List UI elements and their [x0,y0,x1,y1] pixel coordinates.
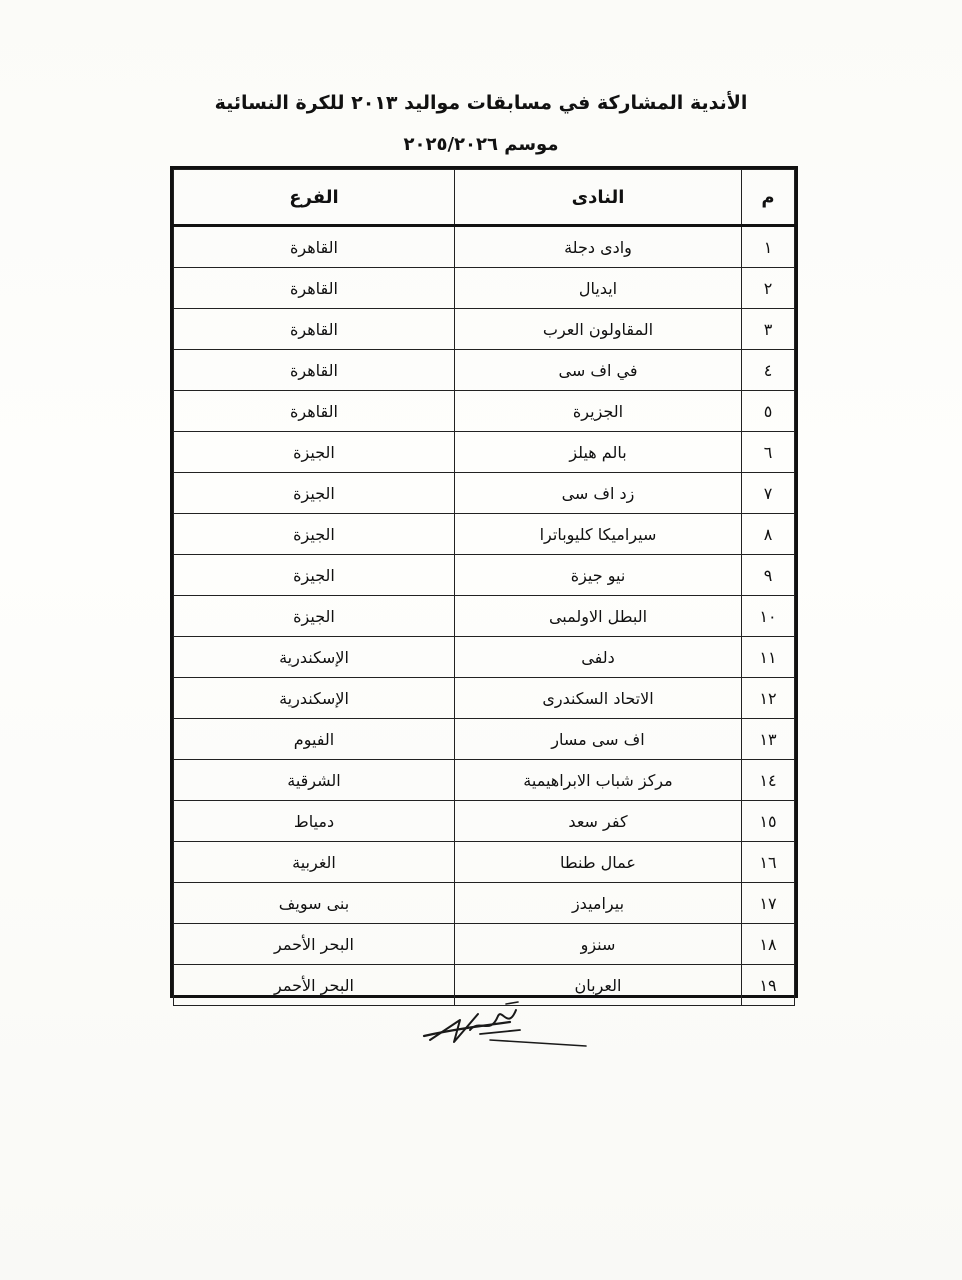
cell-club: كفر سعد [455,801,742,842]
cell-number: ١٧ [742,883,795,924]
cell-number: ٥ [742,391,795,432]
cell-club: بالم هيلز [455,432,742,473]
table-row [174,678,795,719]
cell-number: ١٢ [742,678,795,719]
cell-number: ٦ [742,432,795,473]
table-row [174,309,795,350]
cell-number: ١٦ [742,842,795,883]
table-row [174,760,795,801]
cell-number: ١٩ [742,965,795,1006]
signature-mark [420,1000,590,1060]
table-row [174,719,795,760]
cell-branch: القاهرة [174,309,455,350]
cell-number: ٢ [742,268,795,309]
cell-number: ٩ [742,555,795,596]
cell-club: سيراميكا كليوباترا [455,514,742,555]
cell-number: ١ [742,226,795,268]
table-row [174,473,795,514]
cell-number: ١٣ [742,719,795,760]
cell-club: عمال طنطا [455,842,742,883]
cell-branch: القاهرة [174,391,455,432]
cell-number: ٤ [742,350,795,391]
cell-branch: الغربية [174,842,455,883]
cell-branch: البحر الأحمر [174,924,455,965]
cell-branch: الجيزة [174,596,455,637]
clubs-table [173,169,795,1006]
cell-club: البطل الاولمبى [455,596,742,637]
cell-branch: القاهرة [174,226,455,268]
cell-branch: القاهرة [174,268,455,309]
cell-club: الاتحاد السكندرى [455,678,742,719]
table-row [174,391,795,432]
document-title: الأندية المشاركة في مسابقات مواليد ٢٠١٣ للكرة النسائية [214,92,748,114]
cell-club: اف سى مسار [455,719,742,760]
cell-number: ٣ [742,309,795,350]
cell-branch: البحر الأحمر [174,965,455,1006]
cell-branch: الإسكندرية [174,678,455,719]
cell-branch: الجيزة [174,473,455,514]
cell-number: ١٤ [742,760,795,801]
cell-branch: الجيزة [174,432,455,473]
table-header-row [174,170,795,226]
table-row [174,842,795,883]
table-row [174,555,795,596]
table-row [174,514,795,555]
cell-branch: دمياط [174,801,455,842]
cell-club: وادى دجلة [455,226,742,268]
cell-branch: الجيزة [174,555,455,596]
cell-number: ١٠ [742,596,795,637]
table-row [174,268,795,309]
cell-number: ٨ [742,514,795,555]
cell-club: دلفى [455,637,742,678]
cell-club: مركز شباب الابراهيمية [455,760,742,801]
cell-number: ١١ [742,637,795,678]
cell-number: ٧ [742,473,795,514]
column-header-club: النادى [455,170,742,226]
cell-club: نيو جيزة [455,555,742,596]
table-row [174,637,795,678]
table-row [174,596,795,637]
table-row [174,801,795,842]
table-row [174,432,795,473]
cell-branch: الشرقية [174,760,455,801]
table-body [174,226,795,1006]
table-row [174,883,795,924]
cell-branch: الجيزة [174,514,455,555]
cell-club: ايديال [455,268,742,309]
table-row [174,924,795,965]
clubs-table-container [170,166,798,998]
cell-branch: بنى سويف [174,883,455,924]
column-header-branch: الفرع [174,170,455,226]
cell-branch: القاهرة [174,350,455,391]
cell-club: العربان [455,965,742,1006]
cell-number: ١٥ [742,801,795,842]
table-row [174,226,795,268]
cell-number: ١٨ [742,924,795,965]
cell-club: المقاولون العرب [455,309,742,350]
table-row [174,350,795,391]
season-subtitle: موسم ٢٠٢٥/٢٠٢٦ [403,134,559,155]
column-header-number: م [742,170,795,226]
cell-club: الجزيرة [455,391,742,432]
cell-club: بيراميدز [455,883,742,924]
cell-club: في اف سى [455,350,742,391]
cell-branch: الإسكندرية [174,637,455,678]
cell-club: سنزو [455,924,742,965]
cell-club: زد اف سى [455,473,742,514]
cell-branch: الفيوم [174,719,455,760]
